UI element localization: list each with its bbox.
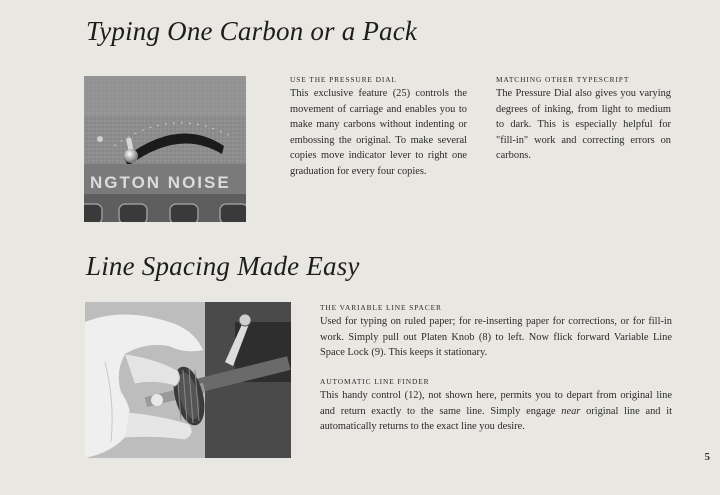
- pressure-dial-photo: [84, 76, 246, 222]
- text-matching-typescript: The Pressure Dial also gives you varying degrees of inking, from light to medium to dark. This is especially helpful for "fill-in" work and correcting errors on carbons.: [496, 88, 671, 162]
- label-variable-line-spacer: THE VARIABLE LINE SPACER: [320, 303, 442, 312]
- label-matching-typescript: MATCHING OTHER TYPESCRIPT: [496, 75, 630, 84]
- text-use-pressure-dial: This exclusive feature (25) controls the movement of carriage and enables you to make many carbons without indenting or embossing the original. To make several copies move indicator lever to right one graduation for every four copies.: [290, 88, 467, 177]
- text-variable-line-spacer: Used for typing on ruled paper; for re-inserting paper for corrections, or for fill-in work. Simply pull out Platen Knob (8) to left. Now flick forward Variable Line Space Lock (9). This keeps it stationary.: [320, 316, 672, 359]
- section-title-line-spacing: Line Spacing Made Easy: [86, 251, 360, 281]
- section-title-carbon: Typing One Carbon or a Pack: [86, 16, 418, 46]
- text-line-finder-part2: original line and it automatically returns to the exact line you desire.: [320, 405, 672, 433]
- text-line-finder-part1: This handy control (12), not shown here, permits you to depart from original line and return exactly to the same line. Simply engage: [320, 390, 672, 417]
- platen-knob-photo: [85, 302, 291, 458]
- text-automatic-line-finder: [320, 388, 672, 435]
- label-use-pressure-dial: USE THE PRESSURE DIAL: [290, 75, 397, 84]
- text-line-finder-emphasis: near: [561, 405, 581, 417]
- page-number: 5: [704, 451, 710, 463]
- label-automatic-line-finder: AUTOMATIC LINE FINDER: [320, 377, 430, 386]
- photo-typewriter-lettering: NGTON NOISE: [90, 173, 231, 192]
